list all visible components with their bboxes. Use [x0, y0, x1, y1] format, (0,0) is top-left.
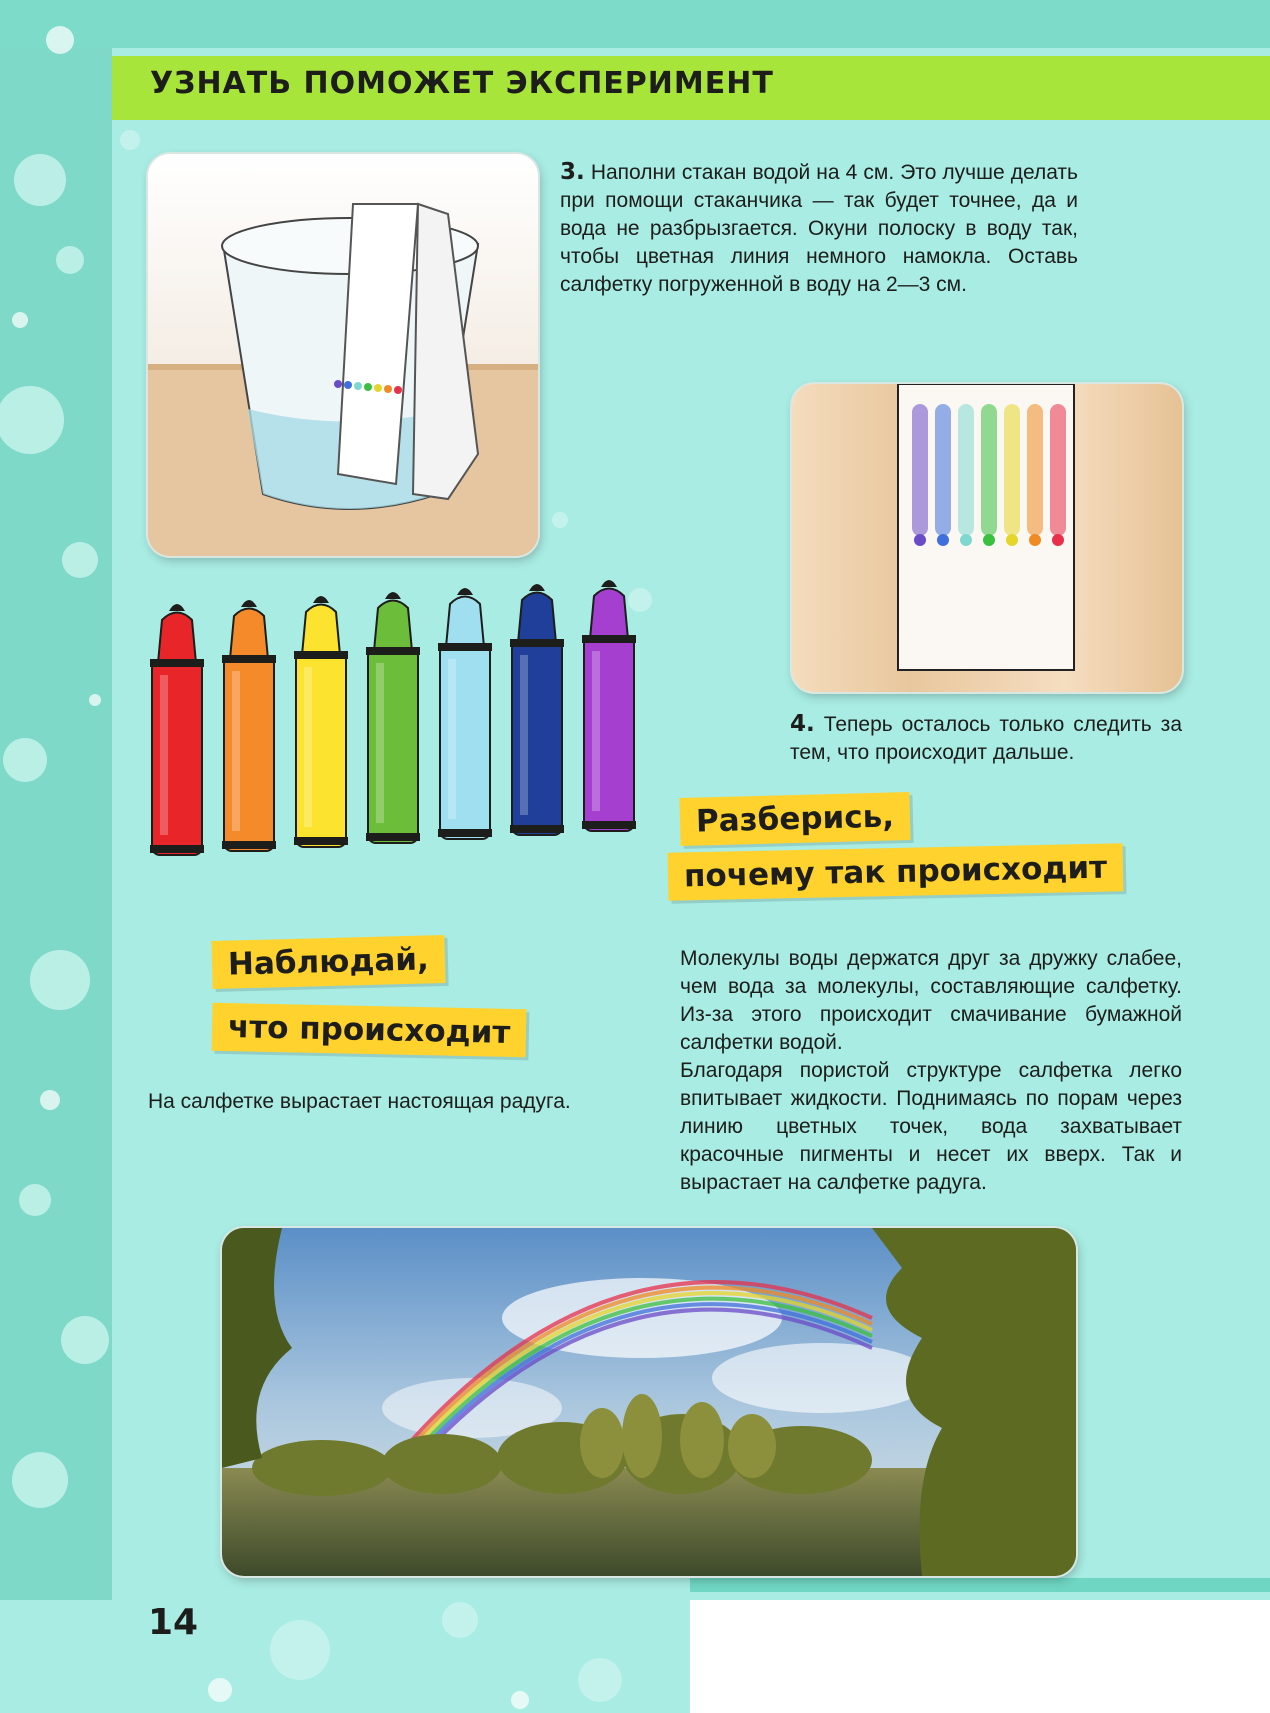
- color-trail: [1050, 404, 1066, 536]
- color-dot: [914, 534, 926, 546]
- color-dot: [983, 534, 995, 546]
- page-number: 14: [148, 1602, 199, 1643]
- explain-paragraph: [680, 945, 1182, 1197]
- color-dot: [960, 534, 972, 546]
- color-trail: [912, 404, 928, 536]
- rainbow-photo-card: [222, 1228, 1076, 1576]
- color-trail: [1004, 404, 1020, 536]
- marker: [150, 604, 204, 855]
- step-3-text: Наполни стакан водой на 4 см. Это лучше делать при помощи стаканчика — так будет точнее, да и вода не разбрызгается. Окуни полоску в воду так, чтобы цветная линия немного намокла. Оставь салфетку погруженной в воду на 2—3 см.: [560, 161, 1078, 296]
- marker: [366, 592, 420, 843]
- observe-heading-line1: Наблюдай,: [211, 935, 445, 989]
- markers-illustration: [140, 575, 660, 875]
- marker: [582, 580, 636, 831]
- marker: [222, 600, 276, 851]
- observe-paragraph: На салфетке вырастает настоящая радуга.: [148, 1090, 571, 1113]
- glass-illustration-card: [148, 154, 538, 556]
- bottom-accent-strip: [690, 1578, 1270, 1592]
- page-title: УЗНАТЬ ПОМОЖЕТ ЭКСПЕРИМЕНТ: [150, 66, 774, 101]
- step-4-number: 4.: [790, 711, 815, 737]
- explain-heading-line1: Разберись,: [679, 792, 910, 846]
- color-dot: [937, 534, 949, 546]
- explain-heading-line2: почему так происходит: [668, 843, 1124, 901]
- napkin-strip-card: [792, 384, 1182, 692]
- marker: [294, 596, 348, 847]
- step-4-paragraph: [790, 710, 1182, 767]
- marker: [438, 588, 492, 839]
- color-trail: [1027, 404, 1043, 536]
- color-dot: [1006, 534, 1018, 546]
- step-3-paragraph: [560, 158, 1078, 299]
- color-trail: [981, 404, 997, 536]
- rainbow-landscape-photo: [222, 1228, 1076, 1576]
- color-trail: [958, 404, 974, 536]
- color-trail: [935, 404, 951, 536]
- rainbow-strip-image: [792, 384, 1182, 692]
- glass-with-napkin-image: [148, 154, 538, 556]
- explain-paragraph-1: Молекулы воды держатся друг за дружку слабее, чем вода за молекулы, составляющие салфетку. Из-за этого происходит смачивание бумажной салфетки водой.: [680, 947, 1182, 1054]
- color-dot: [1052, 534, 1064, 546]
- step-4-text: Теперь осталось только следить за тем, что происходит дальше.: [790, 713, 1182, 764]
- explain-paragraph-2: Благодаря пористой структуре салфетка легко впитывает жидкости. Поднимаясь по порам через линию цветных точек, вода захватывает красочные пигменты и несет их вверх. Так и вырастает на салфетке радуга.: [680, 1059, 1182, 1194]
- marker: [510, 584, 564, 835]
- color-dot: [1029, 534, 1041, 546]
- step-3-number: 3.: [560, 159, 585, 185]
- observe-heading-line2: что происходит: [212, 1003, 527, 1058]
